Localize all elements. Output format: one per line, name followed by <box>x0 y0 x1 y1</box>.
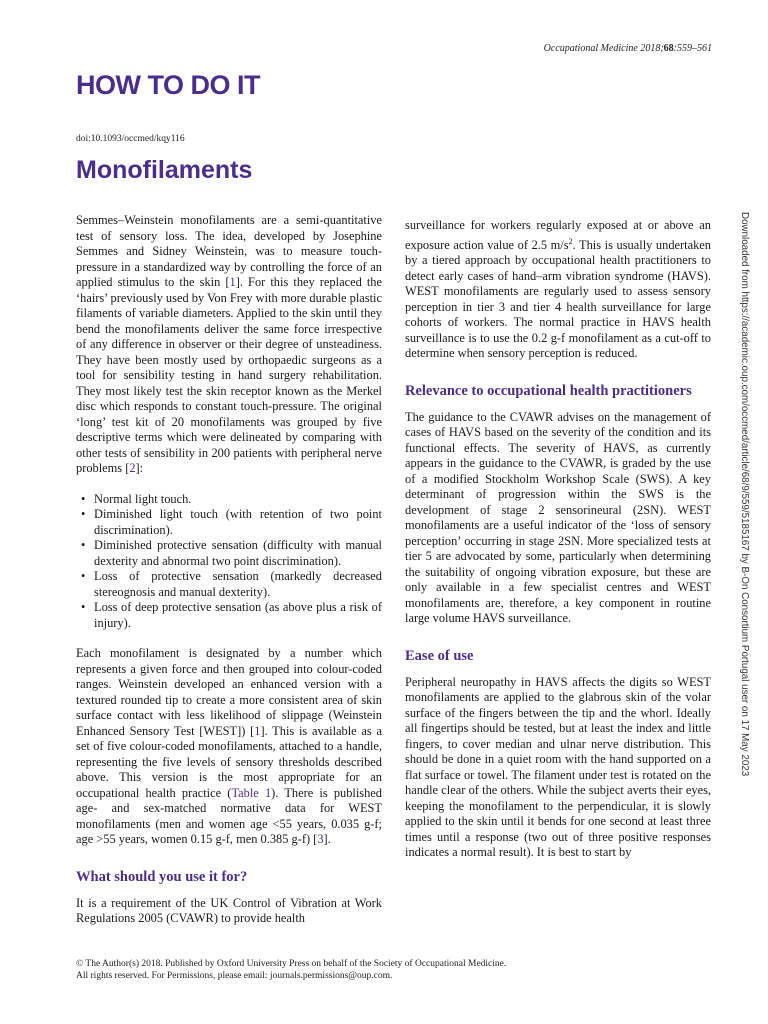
surveillance-paragraph: surveillance for workers regularly exposed at or above an exposure action value of 2.5 $m/s^2$. This is usually undertaken by a tiered approach by occupational health practitioners to detect early cases of hand–arm vibration syndrome (HAVS). WEST monofilaments are regularly used to assess sensory perception in tier 3 and tier 4 health surveillance for large cohorts of workers. The normal practice in HAVS health surveillance is to use the 0.2 g-f monofilament as a cut-off to determine when sensory perception is reduced. <box>405 218 711 361</box>
list-item: • Loss of deep protective sensation (as above plus a risk of injury). <box>94 600 382 631</box>
ref-link-1[interactable]: 1 <box>254 723 261 738</box>
journal-year: 2018; <box>640 43 664 54</box>
journal-pages: :559–561 <box>673 43 712 54</box>
section-label: HOW TO DO IT <box>76 70 260 100</box>
ref-link-1[interactable]: 1 <box>229 275 236 289</box>
use-paragraph: It is a requirement of the UK Control of Vibration at Work Regulations 2005 (CVAWR) to provide health <box>76 895 382 925</box>
journal-volume: 68 <box>663 43 674 54</box>
copyright-line: © The Author(s) 2018. Published by Oxford University Press on behalf of the Society of Occupational Medicine. <box>76 959 507 969</box>
threshold-list <box>76 492 382 632</box>
ref-link-2[interactable]: 2 <box>129 461 136 475</box>
list-item: • Diminished light touch (with retention of two point discrimination). <box>94 507 382 538</box>
relevance-paragraph: The guidance to the CVAWR advises on the management of cases of HAVS based on the severity of the condition and its functional effects. The severity of HAVS, as currently appears in the guidance to the CVAWR, is graded by the use of a modified Stockholm Workshop Scale (SWS). A key determinant of progression within the SWS is the development of stage 2 sensorineural (2SN). WEST monofilaments are a useful indicator of the ‘loss of sensory perception’ occurring in stage 2SN. More specialized tests at tier 5 are advocated by some, particularly when determining the suitability of ongoing vibration exposure, but these are only available in a few specialist centres and WEST monofilaments are, therefore, a key component in routine large volume HAVS surveillance. <box>405 409 711 626</box>
doi[interactable]: doi:10.1093/occmed/kqy116 <box>76 134 185 144</box>
heading-ease-of-use: Ease of use <box>405 647 474 664</box>
table-1-link[interactable]: Table 1 <box>231 785 272 800</box>
article-title: Monofilaments <box>76 156 253 184</box>
copyright-footer <box>76 958 696 982</box>
ref-link-3[interactable]: 3 <box>317 832 324 846</box>
ease-paragraph: Peripheral neuropathy in HAVS affects the digits so WEST monofilaments are applied to the glabrous skin of the volar surface of the fingers between the tip and the whorl. Ideally all fingertips should be tested, but at least the index and little fingers, to cover median and ulnar nerve distribution. This should be done in a quiet room with the hand supported on a flat surface or towel. The filament under test is rotated on the handle clear of the others. While the subject averts their eyes, keeping the monofilament to the perpendicular, it is slowly applied to the skin until it bends for one second at least three times until a response (two out of three positive responses indicates a normal result). It is best to start by <box>405 674 711 860</box>
left-column <box>76 213 382 942</box>
journal-name: Occupational Medicine <box>543 43 638 54</box>
journal-citation <box>544 43 712 54</box>
list-item: • Normal light touch. <box>94 492 382 508</box>
superscript: 2 <box>568 236 573 246</box>
heading-what-use: What should you use it for? <box>76 868 248 885</box>
list-item: • Diminished protective sensation (difficulty with manual dexterity and abnormal two point discrimination). <box>94 538 382 569</box>
intro-paragraph: Semmes–Weinstein monofilaments are a semi-quantitative test of sensory loss. The idea, developed by Josephine Semmes and Sidney Weinstein, was to measure touch-pressure in a standardized way by controlling the force of an applied stimulus to the skin [1]. For this they replaced the ‘hairs’ previously used by Von Frey with more durable plastic filaments of variable diameters. Applied to the skin until they bend the monofilaments deliver the same force irrespective of any difference in observer or their degree of unsteadiness. They have been mostly used by orthopaedic surgeons as a tool for sensibility testing in hand surgery rehabilitation. They most likely test the skin receptor known as the Merkel disc which responds to constant touch-pressure. The original ‘long’ test kit of 20 monofilaments was grouped by five descriptive terms which were delineated by comparing with other tests of sensibility in 200 patients with peripheral nerve problems [2]: <box>76 213 382 475</box>
download-notice: Downloaded from https://academic.oup.com/occmed/article/68/9/559/5185167 by B-On Consortium Portugal user on 17 May 2023 <box>739 212 750 777</box>
designation-paragraph: Each monofilament is designated by a number which represents a given force and then grouped into colour-coded ranges. Weinstein developed an enhanced version with a textured rounded tip to create a more consistent area of skin surface contact with less likelihood of slippage (Weinstein Enhanced Sensory Test [WEST]) [1]. This is available as a set of five colour-coded monofilaments, attached to a handle, representing the five levels of sensory thresholds described above. This version is the most appropriate for an occupational health practice (Table 1). There is published age- and sex-matched normative data for WEST monofilaments (men and women age <55 years, 0.035 g-f; age >55 years, women 0.15 g-f, men 0.385 g-f) [3]. <box>76 646 383 846</box>
heading-relevance: Relevance to occupational health practitioners <box>405 382 692 399</box>
right-column <box>405 218 711 876</box>
list-item: • Loss of protective sensation (markedly decreased stereognosis and manual dexterity). <box>94 569 382 600</box>
permissions-line: All rights reserved. For Permissions, please email: journals.permissions@oup.com. <box>76 971 393 981</box>
